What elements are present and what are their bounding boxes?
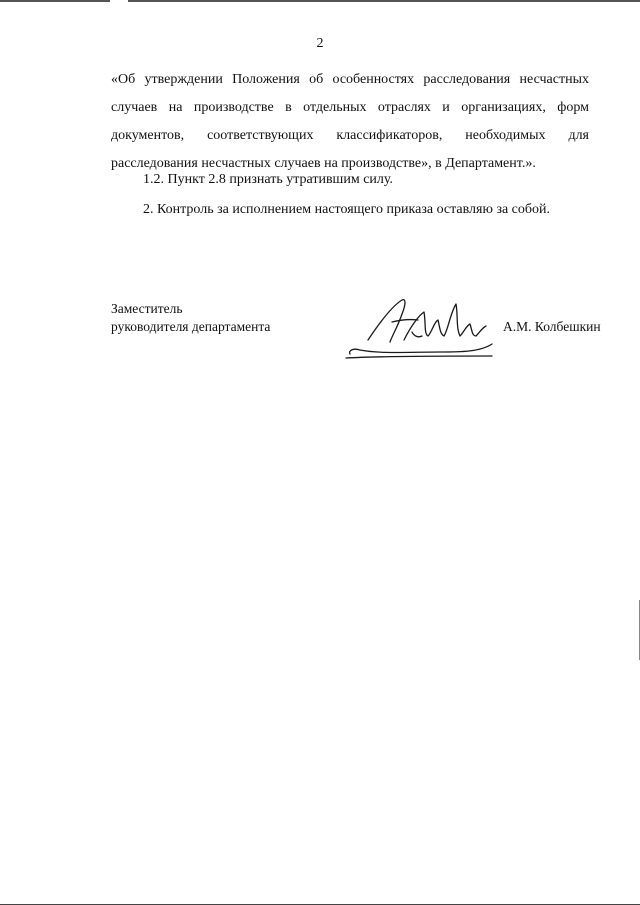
paragraph-order-title-continuation — [111, 66, 589, 178]
paragraph-item-2: 2. Контроль за исполнением настоящего приказа оставляю за собой. — [143, 202, 551, 217]
signer-name: А.М. Колбешкин — [503, 319, 601, 334]
paragraph-item-1-2: 1.2. Пункт 2.8 признать утратившим силу. — [143, 172, 393, 187]
signer-position-line: Заместитель — [111, 301, 183, 316]
paragraph-line: документов, соответствующих классификаторов, необходимых для — [111, 128, 589, 143]
page-number: 2 — [316, 36, 324, 51]
paragraph-line: «Об утверждении Положения об особенностях расследования несчастных — [111, 72, 589, 87]
handwritten-signature-image — [340, 292, 500, 364]
signer-position-line: руководителя департамента — [111, 319, 271, 334]
scan-edge-top — [0, 0, 640, 2]
signer-position — [111, 300, 270, 336]
paragraph-line: расследования несчастных случаев на производстве», в Департамент.». — [111, 156, 536, 171]
paragraph-line: случаев на производстве в отдельных отраслях и организациях, форм — [111, 100, 589, 115]
